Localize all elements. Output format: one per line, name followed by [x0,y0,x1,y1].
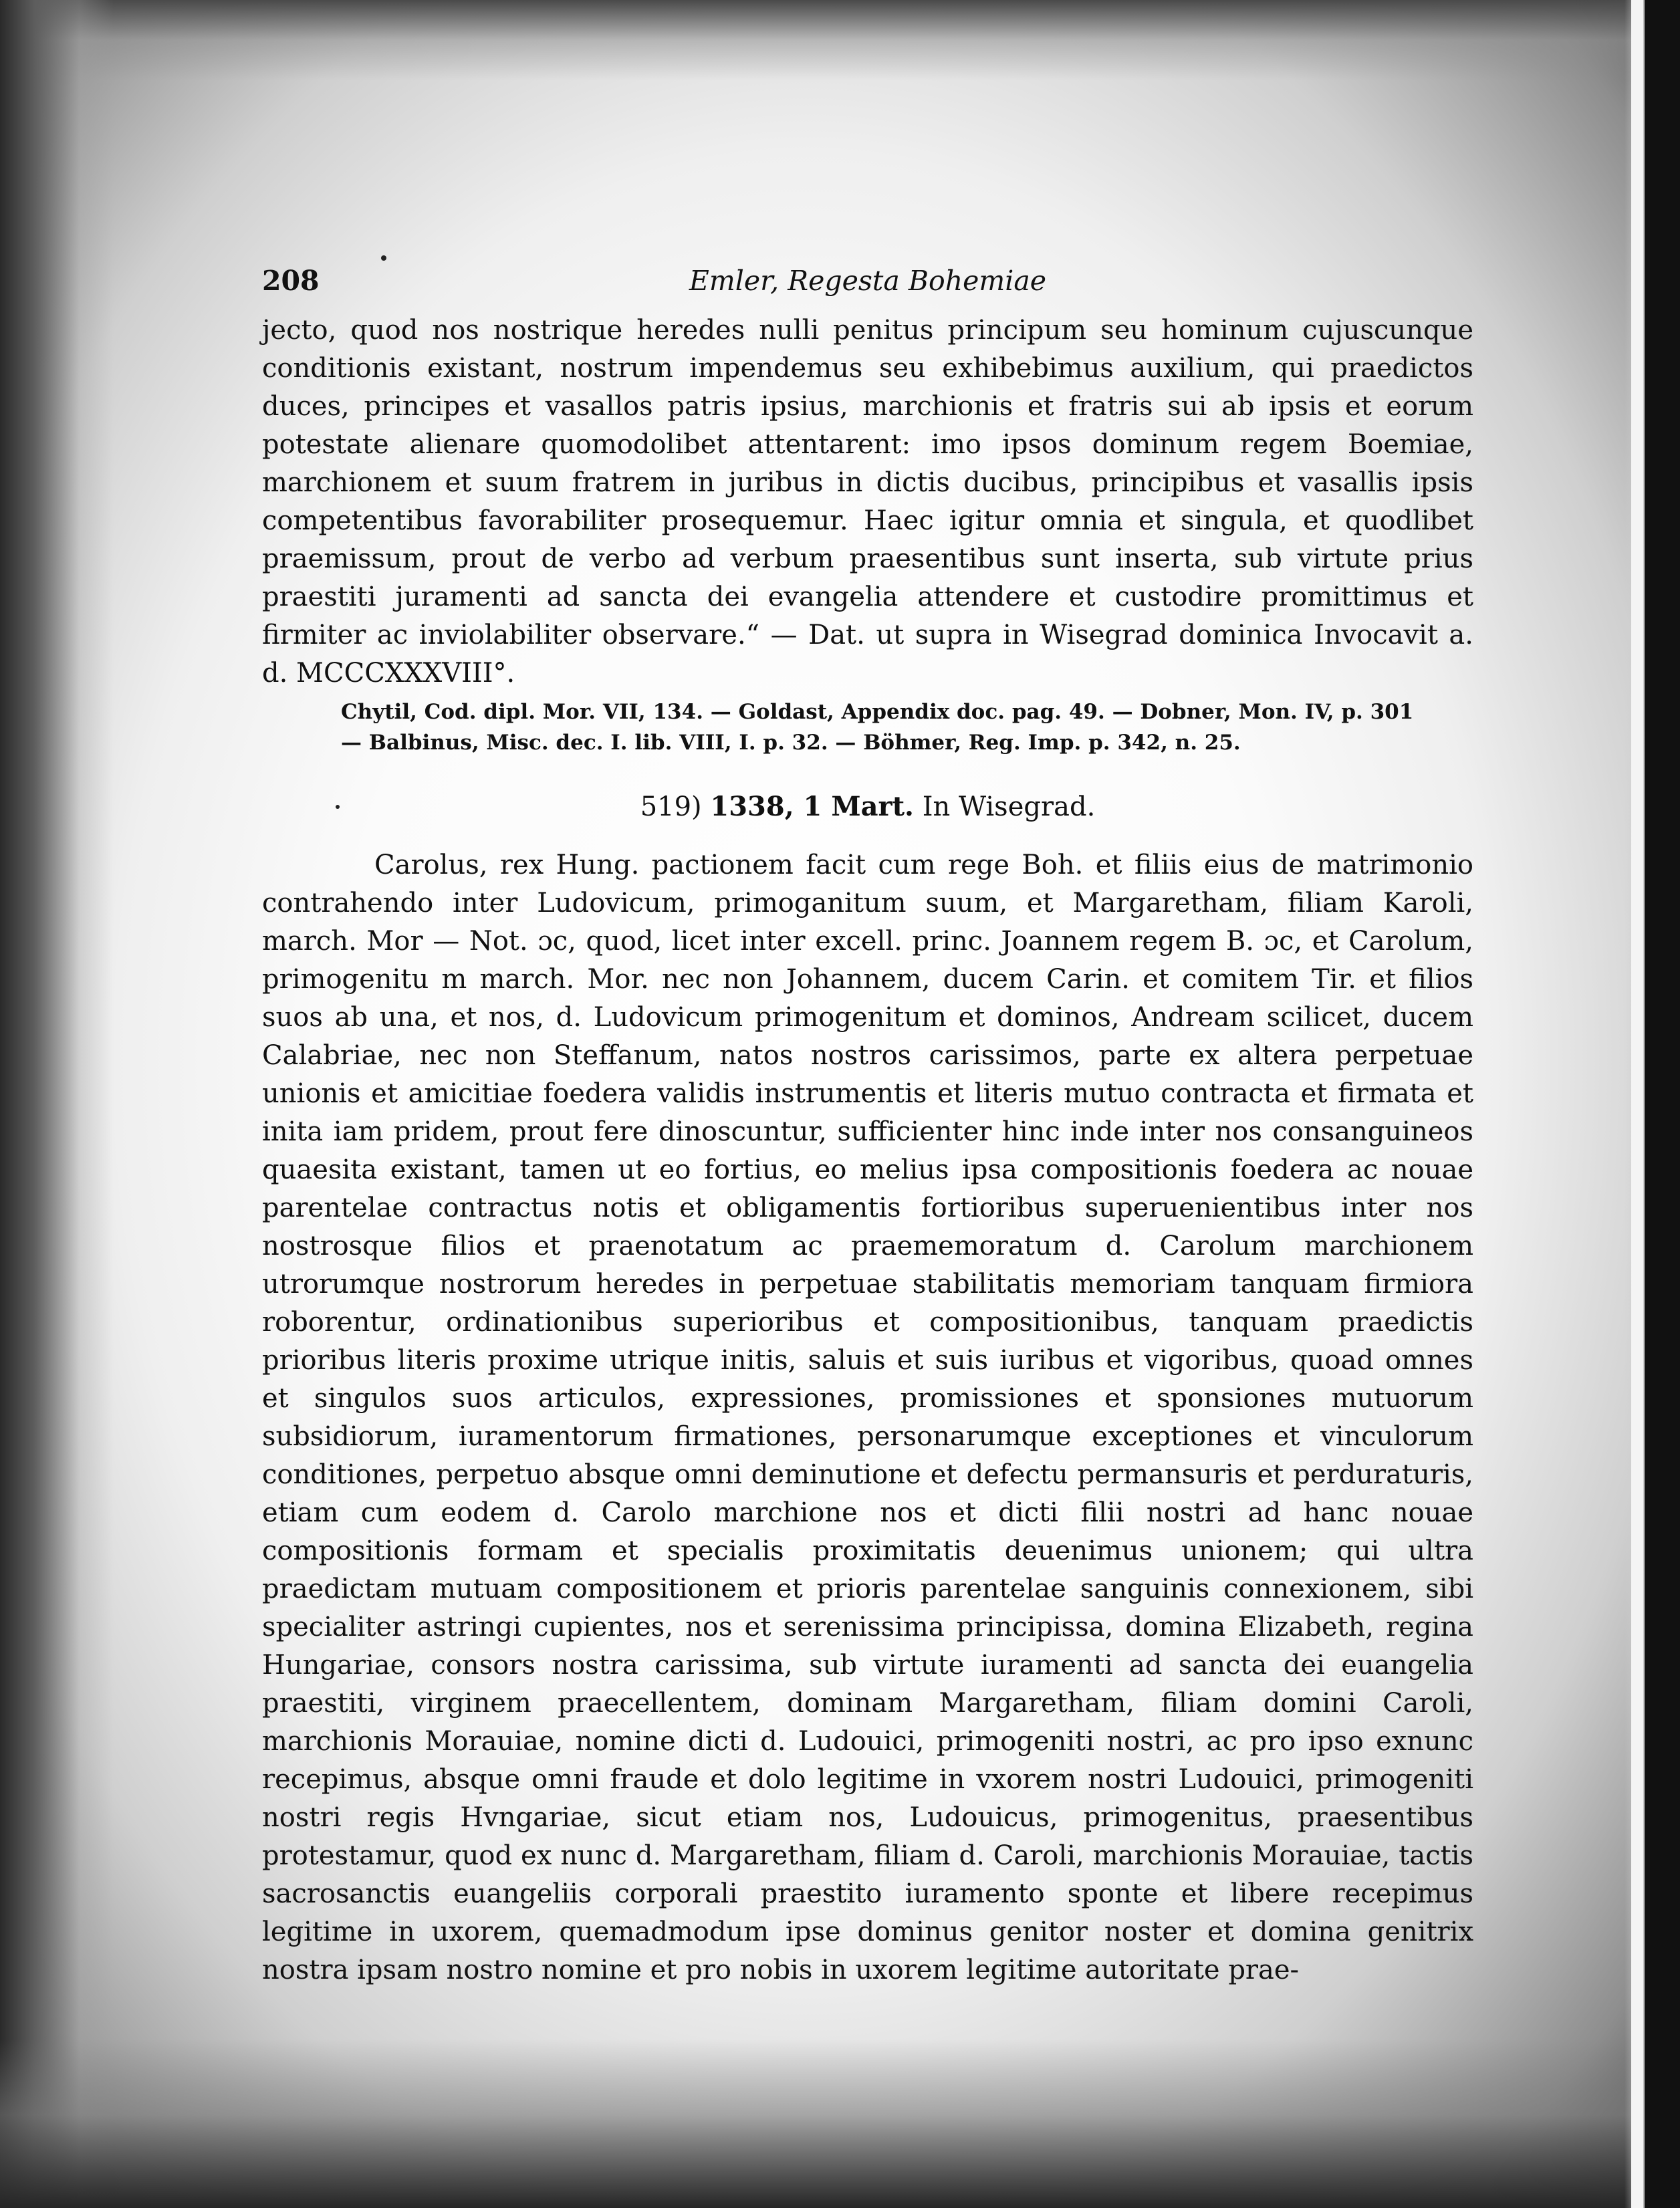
scan-shadow-left [0,0,114,2208]
running-title: Emler, Regesta Bohemiae [689,265,1047,297]
entry-heading [262,787,1473,826]
page-edge-strip [1631,0,1643,2208]
entry-text: Carolus, rex Hung. pactionem facit cum rege Boh. et filiis eius de matrimonio contrahendo inter Ludovicum, primoganitum suum, et Margaretham, filiam Karoli, march. Mor — Not. ɔc, quod, licet inter excell. princ. Joannem regem B. ɔc, et Carolum, primogenitu m march. Mor. nec non Johannem, ducem Carin. et comitem Tir. et filios suos ab una, et nos, d. Ludovicum primogenitum et dominos, Andream scilicet, ducem Calabriae, nec non Steffanum, natos nostros carissimos, parte ex altera perpetuae unionis et amicitiae foedera validis instrumentis et literis mutuo contracta et firmata et inita iam pridem, prout fere dinoscuntur, sufficienter hinc inde inter nos consanguineos quaesita existant, tamen ut eo fortius, eo melius ipsa compositionis foedera ac nouae parentelae contractus notis et obligamentis fortioribus superuenientibus inter nos nostrosque filios et praenotatum ac praememoratum d. Carolum marchionem utrorumque nostrorum heredes in perpetuae stabilitatis memoriam tanquam firmiora roborentur, ordinationibus superioribus et compositionibus, tanquam praedictis prioribus literis proxime utrique initis, saluis et suis iuribus et vigoribus, quoad omnes et singulos suos articulos, expressiones, promissiones et sponsiones mutuorum subsidiorum, iuramentorum firmationes, personarumque exceptiones et vinculorum conditiones, perpetuo absque omni deminutione et defectu permansuris et perduraturis, etiam cum eodem d. Carolo marchione nos et dicti filii nostri ad hanc nouae compositionis formam et specialis proximitatis deuenimus unionem; qui ultra praedictam mutuam compositionem et prioris parentelae sanguinis connexionem, sibi specialiter astringi cupientes, nos et serenissima principissa, domina Elizabeth, regina Hungariae, consors nostra carissima, sub virtute iuramenti ad sancta dei euangelia praestiti, virginem praecellentem, dominam Margaretham, filiam domini Caroli, marchionis Morauiae, nomine dicti d. Ludouici, primogeniti nostri, ac pro ipso exnunc recepimus, absque omni fraude et dolo legitime in vxorem nostri Ludouici, primogeniti nostri regis Hvngariae, sicut etiam nos, Ludouicus, primogenitus, praesentibus protestamur, quod ex nunc d. Margaretham, filiam d. Caroli, marchionis Morauiae, tactis sacrosanctis euangeliis corporali praestito iuramento sponte et libere recepimus legitime in uxorem, quemadmodum ipse dominus genitor noster et domina genitrix nostra ipsam nostro nomine et pro nobis in uxorem legitime autoritate prae- [262,850,1473,1985]
source-citation: Chytil, Cod. dipl. Mor. VII, 134. — Goldast, Appendix doc. pag. 49. — Dobner, Mon. IV, p. 301 — Balbinus, Misc. dec. I. lib. VIII, I. p. 32. — Böhmer, Reg. Imp. p. 342, n. 25. [341,700,1414,755]
running-head [262,265,1473,312]
continuation-text: jecto, quod nos nostrique heredes nulli penitus principum seu hominum cujuscunque conditionis existant, nostrum impendemus seu exhibebimus auxilium, qui praedictos duces, principes et vasallos patris ipsius, marchionis et fratris sui ab ipsis et eorum potestate alienare quomodolibet attentarent: imo ipsos dominum regem Boemiae, marchionem et suum fratrem in juribus in dictis ducibus, principibus et vasallis ipsis competentibus favorabiliter prosequemur. Haec igitur omnia et singula, et quodlibet praemissum, prout de verbo ad verbum praesentibus sunt inserta, sub virtute prius praestiti juramenti ad sancta dei evangelia attendere et custodire promittimus et firmiter ac inviolabiliter observare.“ — Dat. ut supra in Wisegrad dominica Invocavit a. d. MCCCXXXVIII°. [262,315,1473,689]
page-content [262,265,1473,1989]
scan-shadow-top [0,0,1680,80]
page-number: 208 [262,265,320,297]
print-speck [381,255,386,261]
entry-date: 1338, 1 Mart. [710,791,914,822]
entry-place: In Wisegrad. [922,791,1096,822]
scan-shadow-bottom [0,2039,1680,2208]
entry-number: 519) [640,791,702,822]
binding-edge [1645,0,1680,2208]
